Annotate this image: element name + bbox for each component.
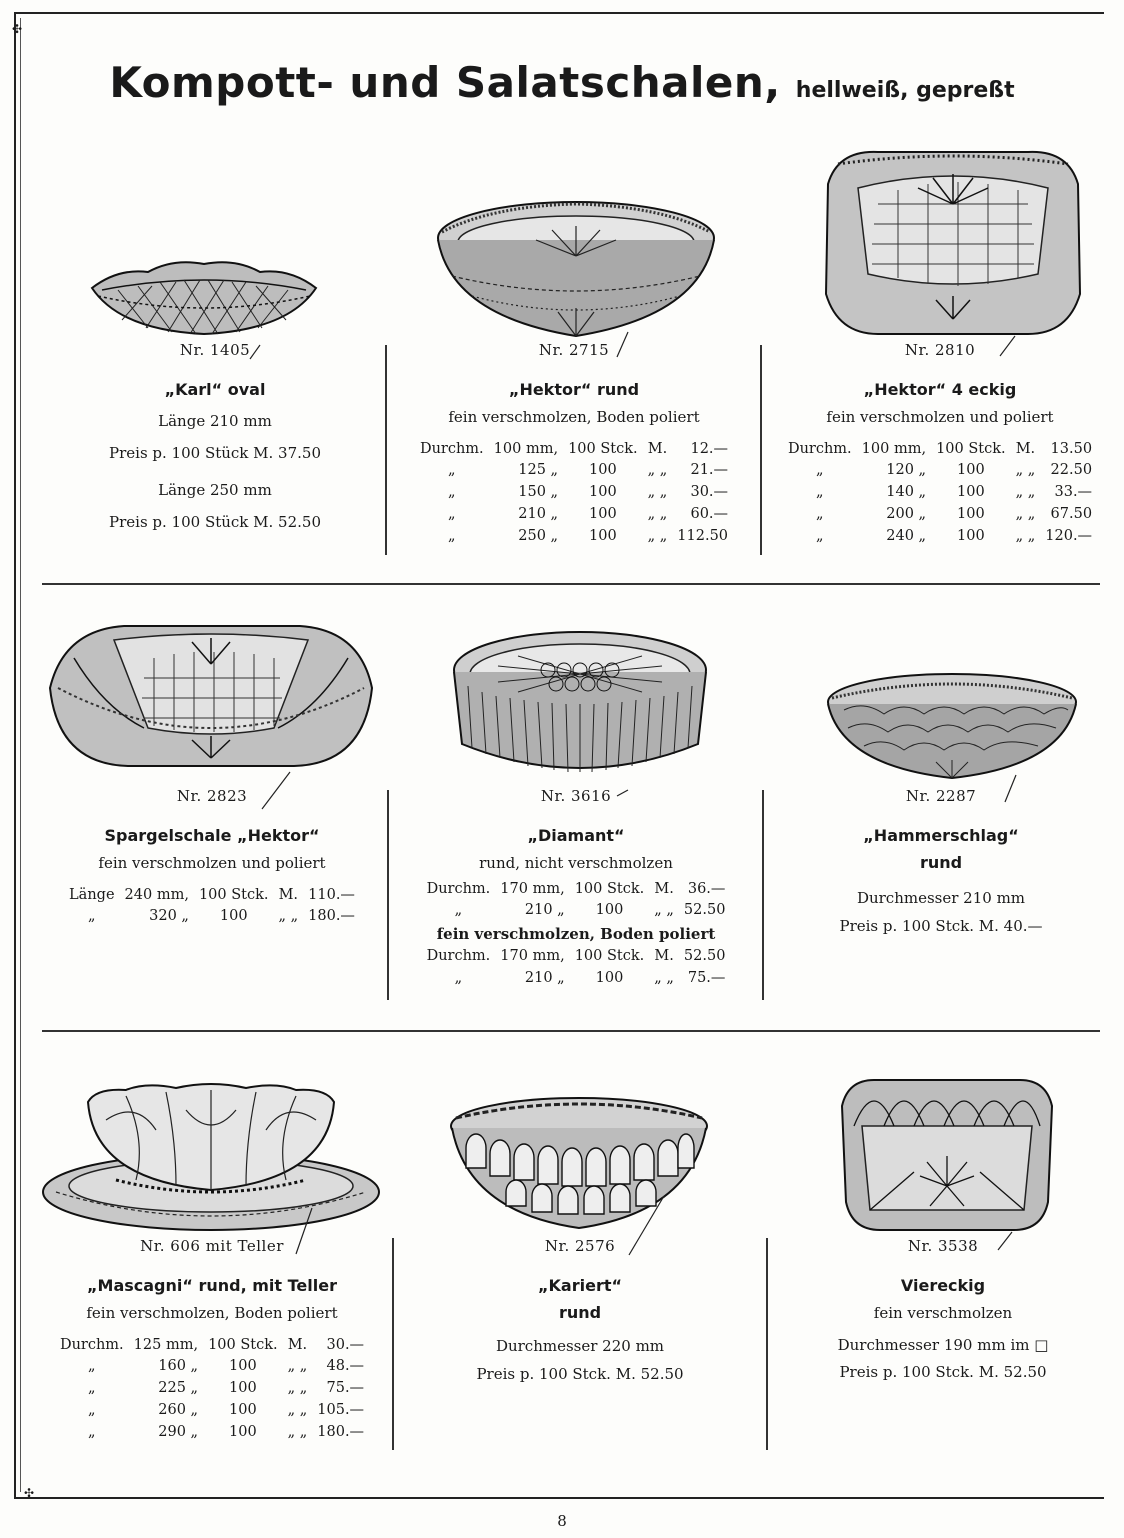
price-row: [422, 946, 731, 968]
price-qty: 100 Stck.: [936, 440, 1006, 457]
product-number: Nr. 2287: [905, 787, 977, 805]
price-qty: 100: [589, 484, 617, 501]
price-qty: 100: [595, 969, 624, 986]
price-qty: 100: [219, 908, 248, 925]
price-value: 21.—: [690, 462, 729, 479]
price-value: 112.50: [677, 527, 729, 544]
price-value: 48.—: [326, 1358, 365, 1375]
price-size: 240 „: [886, 527, 927, 544]
price-label: Durchm.: [419, 440, 484, 457]
price-value: 36.—: [687, 880, 726, 897]
product-card-2810: [770, 340, 1110, 547]
price-size: 240 mm,: [124, 886, 189, 903]
price-currency: „ „: [647, 505, 668, 522]
price-label: „: [448, 527, 456, 544]
price-qty: 100 Stck.: [208, 1336, 278, 1353]
price-row: [415, 504, 733, 526]
product-price-line: Preis p. 100 Stck. M. 52.50: [476, 1364, 684, 1383]
product-number: Nr. 1405: [179, 341, 251, 359]
price-qty: 100: [957, 527, 985, 544]
price-currency: „ „: [287, 1401, 308, 1418]
product-name: „Hektor“ rund: [508, 379, 640, 399]
price-qty: 100 Stck.: [574, 880, 645, 897]
product-name: „Mascagni“ rund, mit Teller: [87, 1275, 337, 1295]
price-label: „: [448, 462, 456, 479]
title-main: Kompott- und Salatschalen,: [109, 58, 781, 107]
price-size: 225 „: [158, 1380, 199, 1397]
price-qty: 100: [589, 505, 617, 522]
price-value: 75.—: [326, 1380, 365, 1397]
price-label: „: [88, 1423, 96, 1440]
price-qty: 100: [229, 1423, 257, 1440]
price-row: [55, 1422, 369, 1444]
price-value: 13.50: [1050, 440, 1093, 457]
price-table: [783, 439, 1097, 548]
price-size: 210 „: [524, 969, 565, 986]
price-row: [55, 1335, 369, 1357]
price-row: [55, 1356, 369, 1378]
price-row: [783, 526, 1097, 548]
product-card-606: [36, 1236, 388, 1443]
product-card-2823: [44, 786, 380, 928]
price-label: „: [448, 484, 456, 501]
price-size: 160 „: [158, 1358, 199, 1375]
price-size: 120 „: [886, 462, 927, 479]
product-number: Nr. 2810: [904, 341, 976, 359]
price-row: [64, 906, 360, 928]
price-currency: M.: [287, 1336, 308, 1353]
product-description: fein verschmolzen, Boden poliert: [448, 407, 700, 426]
price-value: 30.—: [690, 484, 729, 501]
product-size-line: Durchmesser 190 mm im □: [837, 1335, 1049, 1354]
price-size: 320 „: [149, 908, 189, 925]
price-row: [415, 460, 733, 482]
price-currency: „ „: [1015, 505, 1036, 522]
price-qty: 100 Stck.: [198, 886, 269, 903]
price-qty: 100: [589, 462, 617, 479]
price-size: 170 mm,: [500, 880, 565, 897]
price-value: 180.—: [308, 908, 355, 925]
price-label: „: [88, 908, 96, 925]
price-currency: M.: [654, 947, 674, 964]
price-row: [415, 482, 733, 504]
price-label: „: [448, 505, 456, 522]
price-currency: „ „: [1015, 484, 1036, 501]
price-currency: „ „: [647, 484, 668, 501]
price-row: [783, 482, 1097, 504]
price-size: 150 „: [518, 484, 559, 501]
price-label: „: [816, 462, 824, 479]
price-row: [422, 968, 731, 990]
price-value: 52.50: [683, 902, 726, 919]
price-label: „: [816, 484, 824, 501]
price-value: 22.50: [1050, 462, 1093, 479]
price-size: 100 mm,: [861, 440, 927, 457]
product-card-2715: [394, 340, 754, 547]
price-qty: 100: [957, 462, 985, 479]
product-size-line: Durchmesser 220 mm: [495, 1337, 665, 1356]
price-value: 30.—: [326, 1336, 365, 1353]
product-name: „Kariert“: [538, 1275, 622, 1295]
price-label: „: [88, 1401, 96, 1418]
product-length-line: Länge 210 mm: [158, 411, 272, 430]
product-price-line: Preis p. 100 Stück M. 37.50: [109, 443, 321, 462]
price-qty: 100: [589, 527, 617, 544]
price-value: 180.—: [317, 1423, 365, 1440]
price-currency: „ „: [287, 1380, 308, 1397]
product-name: „Hektor“ 4 eckig: [863, 379, 1017, 399]
price-label: „: [88, 1380, 96, 1397]
price-size: 200 „: [886, 505, 927, 522]
price-label: Durchm.: [426, 947, 491, 964]
price-currency: M.: [647, 440, 668, 457]
price-row: [55, 1378, 369, 1400]
price-row: [55, 1400, 369, 1422]
price-value: 75.—: [687, 969, 726, 986]
price-size: 260 „: [158, 1401, 199, 1418]
price-size: 210 „: [518, 505, 559, 522]
product-number: Nr. 3616: [540, 787, 612, 805]
price-qty: 100: [229, 1401, 257, 1418]
price-value: 60.—: [690, 505, 729, 522]
product-name-secondary: rund: [919, 852, 963, 872]
product-card-1405: [60, 340, 370, 534]
product-description: fein verschmolzen und poliert: [826, 407, 1054, 426]
price-size: 125 „: [518, 462, 559, 479]
product-description: fein verschmolzen und poliert: [98, 853, 326, 872]
page-number: 8: [557, 1512, 567, 1530]
price-label: Durchm.: [59, 1336, 124, 1353]
price-label: „: [88, 1358, 96, 1375]
price-currency: „ „: [278, 908, 299, 925]
product-description: fein verschmolzen, Boden poliert: [86, 1303, 338, 1322]
product-name: „Karl“ oval: [164, 379, 266, 399]
price-size: 170 mm,: [500, 947, 565, 964]
price-label: Durchm.: [787, 440, 852, 457]
price-label: Durchm.: [426, 880, 491, 897]
price-row: [783, 504, 1097, 526]
price-row: [422, 879, 731, 901]
product-price-line: Preis p. 100 Stck. M. 52.50: [839, 1363, 1047, 1382]
price-value: 33.—: [1054, 484, 1093, 501]
price-currency: „ „: [647, 527, 668, 544]
price-table: [64, 885, 360, 929]
price-row: [783, 460, 1097, 482]
price-qty: 100: [957, 484, 985, 501]
price-size: 250 „: [518, 527, 559, 544]
price-size: 140 „: [886, 484, 927, 501]
price-table-secondary: [422, 946, 731, 990]
product-name: „Diamant“: [527, 825, 625, 845]
price-currency: M.: [654, 880, 674, 897]
price-currency: M.: [278, 886, 299, 903]
price-currency: „ „: [287, 1358, 308, 1375]
product-card-3616: [396, 786, 756, 989]
corner-ornament-icon: ✣: [23, 1486, 35, 1500]
price-table: [55, 1335, 369, 1444]
product-number: Nr. 2576: [544, 1237, 616, 1255]
price-currency: „ „: [654, 969, 674, 986]
price-currency: „ „: [1015, 527, 1036, 544]
price-value: 110.—: [308, 886, 355, 903]
price-table: [422, 879, 731, 923]
product-number: Nr. 2715: [538, 341, 610, 359]
price-qty: 100 Stck.: [568, 440, 638, 457]
price-currency: M.: [1015, 440, 1036, 457]
price-qty: 100: [595, 902, 624, 919]
product-description-secondary: fein verschmolzen, Boden poliert: [436, 925, 716, 944]
price-qty: 100: [957, 505, 985, 522]
price-size: 125 mm,: [133, 1336, 199, 1353]
product-number: Nr. 606 mit Teller: [140, 1237, 284, 1255]
product-size-line: Durchmesser 210 mm: [856, 889, 1026, 908]
price-size: 210 „: [524, 902, 565, 919]
price-value: 52.50: [683, 947, 726, 964]
product-price-line: Preis p. 100 Stck. M. 40.—: [839, 916, 1043, 935]
product-name: „Hammerschlag“: [863, 825, 1019, 845]
product-name-secondary: rund: [558, 1302, 602, 1322]
product-card-2287: [776, 786, 1106, 938]
product-number: Nr. 3538: [907, 1237, 979, 1255]
price-label: „: [454, 969, 463, 986]
product-card-3538: [780, 1236, 1106, 1384]
product-name: Spargelschale „Hektor“: [104, 825, 320, 845]
product-description: fein verschmolzen: [873, 1303, 1013, 1322]
price-row: [415, 526, 733, 548]
price-qty: 100: [229, 1358, 257, 1375]
price-currency: „ „: [654, 902, 674, 919]
title-sub: hellweiß, gepreßt: [795, 78, 1015, 103]
price-currency: „ „: [1015, 462, 1036, 479]
price-row: [64, 885, 360, 907]
corner-ornament-icon: ✣: [11, 22, 23, 36]
price-currency: „ „: [647, 462, 668, 479]
price-value: 120.—: [1045, 527, 1093, 544]
price-qty: 100 Stck.: [574, 947, 645, 964]
product-description: rund, nicht verschmolzen: [479, 853, 673, 872]
price-row: [783, 439, 1097, 461]
price-size: 100 mm,: [493, 440, 559, 457]
price-table: [415, 439, 733, 548]
price-value: 105.—: [317, 1401, 365, 1418]
price-size: 290 „: [158, 1423, 199, 1440]
price-value: 12.—: [690, 440, 729, 457]
product-length-line: Länge 250 mm: [158, 481, 272, 500]
price-row: [422, 900, 731, 922]
price-label: „: [816, 505, 824, 522]
price-label: „: [454, 902, 463, 919]
price-label: „: [816, 527, 824, 544]
price-qty: 100: [229, 1380, 257, 1397]
price-label: Länge: [69, 886, 115, 903]
price-value: 67.50: [1050, 505, 1093, 522]
product-card-2576: [400, 1236, 760, 1386]
product-number: Nr. 2823: [176, 787, 248, 805]
product-name: Viereckig: [900, 1275, 986, 1295]
price-currency: „ „: [287, 1423, 308, 1440]
price-row: [415, 439, 733, 461]
product-price-line: Preis p. 100 Stück M. 52.50: [109, 513, 321, 532]
